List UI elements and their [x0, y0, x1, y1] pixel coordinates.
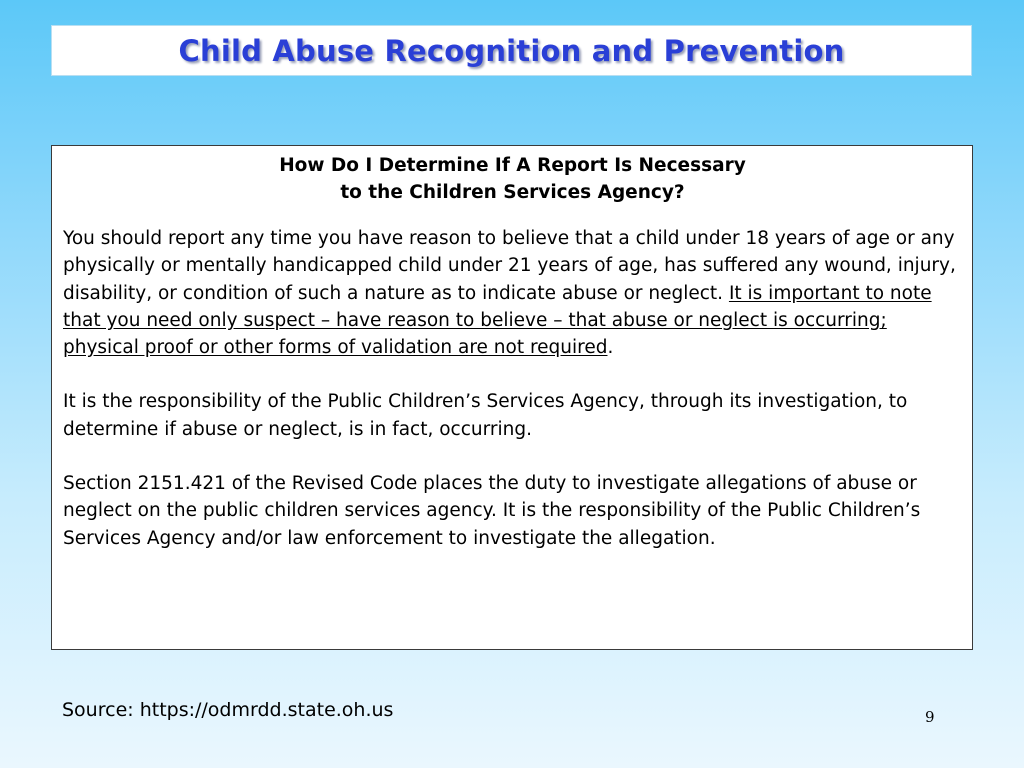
content-box — [51, 145, 973, 650]
title-bar — [51, 25, 972, 76]
source-citation: Source: https://odmrdd.state.oh.us — [62, 699, 394, 721]
paragraph-1-underlined: It is important to note that you need only suspect – have reason to believe – that abuse or neglect is occurring; physical proof or other forms of validation are not required — [63, 282, 932, 359]
paragraph-1-text: You should report any time you have reason to believe that a child under 18 years of age or any physically or mentally handicapped child under 21 years of age, has suffered any wound, injury, disability, or condition of such a nature as to indicate abuse or neglect. — [63, 228, 956, 304]
heading-line-1: How Do I Determine If A Report Is Necessary — [279, 155, 746, 176]
paragraph-1-end: . — [607, 337, 614, 359]
content-heading — [63, 152, 962, 206]
paragraph-agency-responsibility: It is the responsibility of the Public Children’s Services Agency, through its investigation, to determine if abuse or neglect, is in fact, occurring. — [63, 391, 908, 440]
paragraph-report-criteria — [63, 225, 962, 361]
slide-title: Child Abuse Recognition and Prevention — [178, 33, 845, 68]
heading-line-2: to the Children Services Agency? — [340, 182, 685, 203]
page-number: 9 — [925, 708, 935, 726]
paragraph-revised-code: Section 2151.421 of the Revised Code places the duty to investigate allegations of abuse or neglect on the public children services agency. It is the responsibility of the Public Children’s Services Agency and/or law enforcement to investigate the allegation. — [63, 473, 921, 549]
